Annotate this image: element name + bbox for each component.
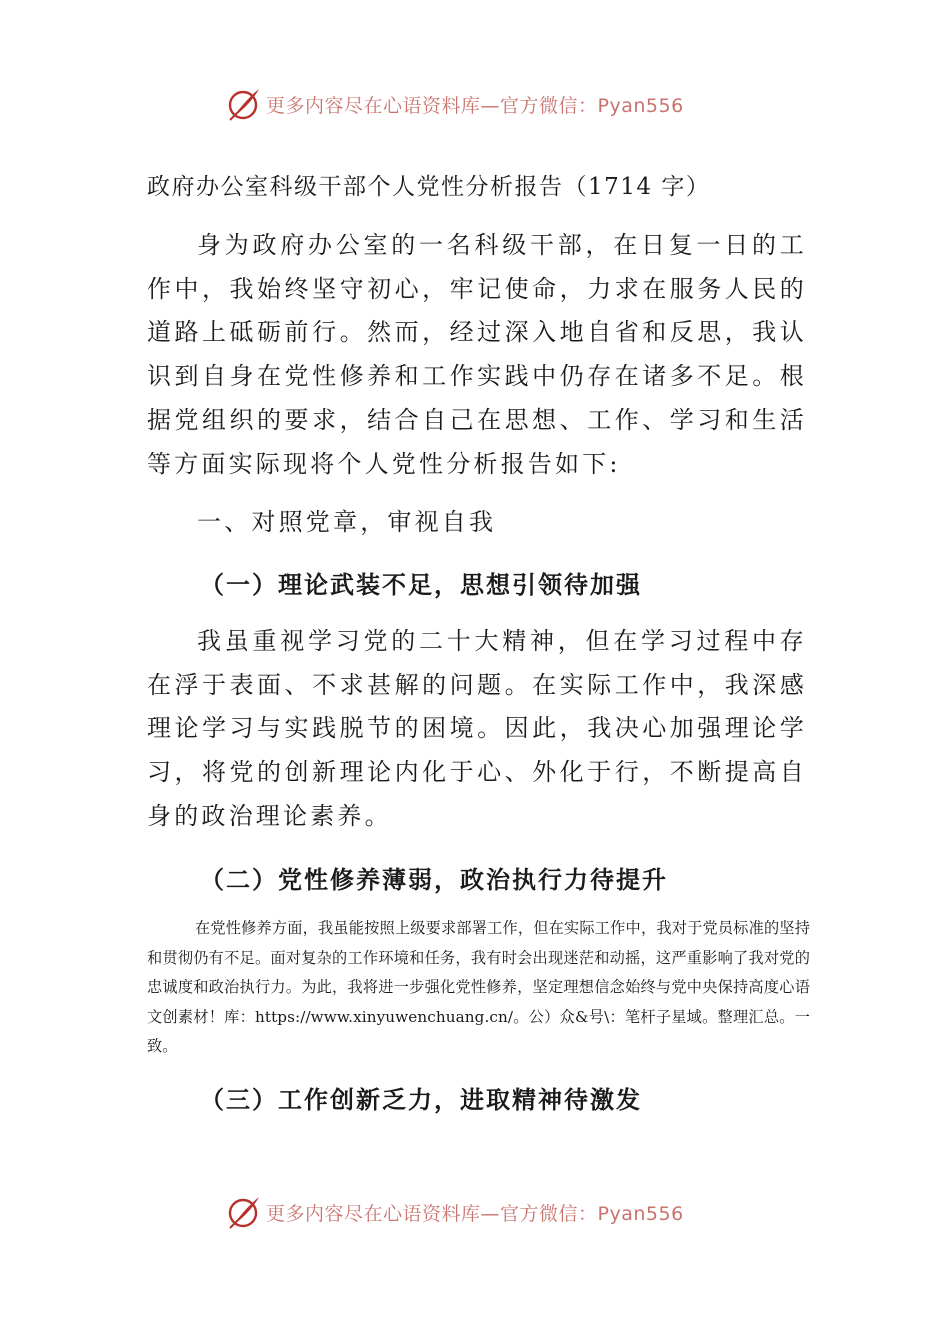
intro-paragraph: 身为政府办公室的一名科级干部，在日复一日的工作中，我始终坚守初心，牢记使命，力求在服务人民的道路上砥砺前行。然而，经过深入地自省和反思，我认识到自身在党性修养和工作实践中仍存在诸多不足。根据党组织的要求，结合自己在思想、工作、学习和生活等方面实际现将个人党性分析报告如下: <box>147 231 807 478</box>
banner-text: 更多内容尽在心语资料库—官方微信：Pyan556 <box>266 1202 684 1225</box>
quill-pen-logo-icon <box>226 86 262 122</box>
header-banner <box>226 84 684 124</box>
subsection-heading-3: （三）工作创新乏力，进取精神待激发 <box>200 1086 642 1114</box>
subsection-2-body: 在党性修养方面，我虽能按照上级要求部署工作，但在实际工作中，我对于党员标准的坚持和贯彻仍有不足。面对复杂的工作环境和任务，我有时会出现迷茫和动摇，这严重影响了我对党的忠诚度和政治执行力。为此，我将进一步强化党性修养，坚定理想信念始终与党中央保持高度心语文创素材！库：https://www.xinyuwenchuang.cn/。公）众&号\：笔杆子星域。整理汇总。一致。 <box>147 919 810 1055</box>
banner-text: 更多内容尽在心语资料库—官方微信：Pyan556 <box>266 94 684 117</box>
document-title: 政府办公室科级干部个人党性分析报告（1714 字） <box>147 174 711 200</box>
section-heading: 一、对照党章，审视自我 <box>197 508 497 536</box>
subsection-heading-1: （一）理论武装不足，思想引领待加强 <box>200 571 642 599</box>
footer-banner <box>226 1192 684 1232</box>
subsection-heading-2: （二）党性修养薄弱，政治执行力待提升 <box>200 866 668 894</box>
quill-pen-logo-icon <box>226 1194 262 1230</box>
subsection-1-body: 我虽重视学习党的二十大精神，但在学习过程中存在浮于表面、不求甚解的问题。在实际工作中，我深感理论学习与实践脱节的困境。因此，我决心加强理论学习，将党的创新理论内化于心、外化于行，不断提高自身的政治理论素养。 <box>147 627 807 830</box>
